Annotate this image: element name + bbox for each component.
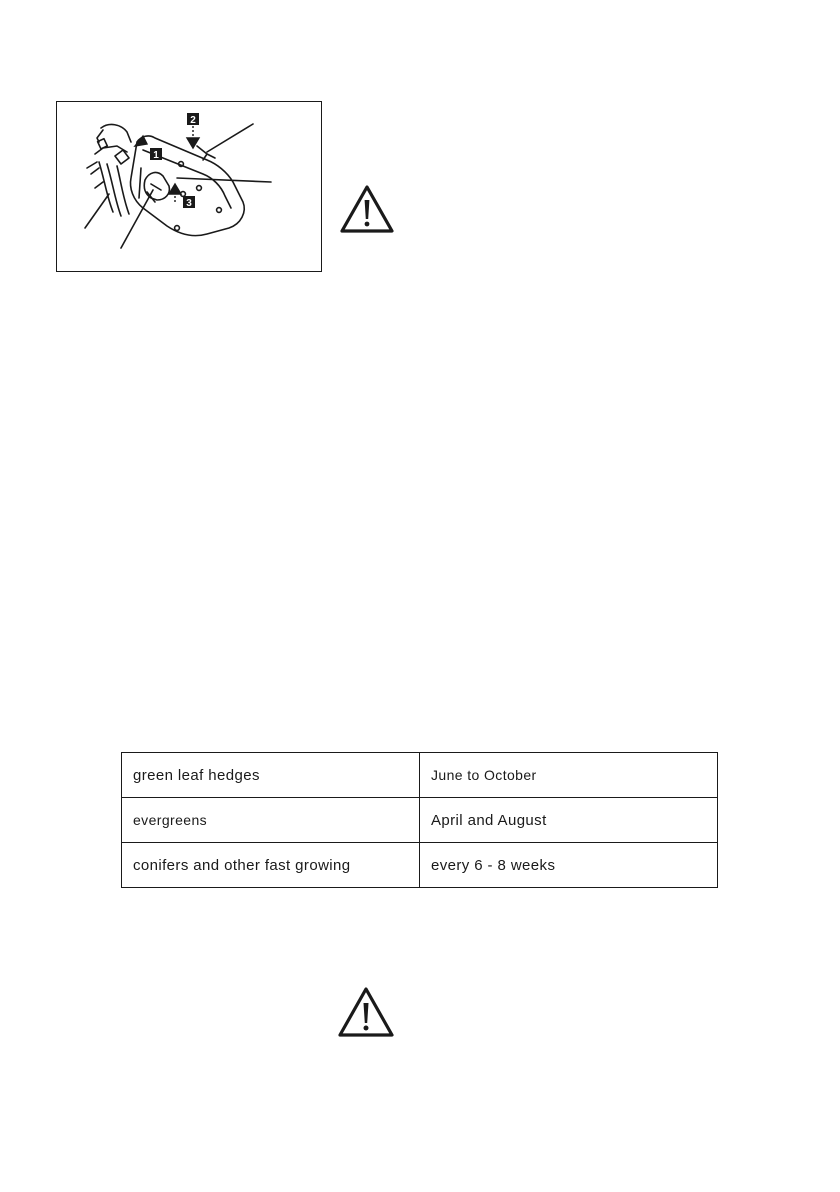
battery-removal-figure <box>56 101 322 272</box>
leader-line-tool <box>85 194 109 228</box>
table-row <box>122 843 718 888</box>
plant-type-cell: evergreens <box>122 798 420 843</box>
step-badge-3 <box>183 196 195 209</box>
step-badge-1 <box>150 148 162 161</box>
warning-triangle-icon <box>339 184 395 234</box>
battery-removal-illustration <box>57 102 322 272</box>
plant-type-cell: conifers and other fast growing <box>122 843 420 888</box>
trimming-schedule-table <box>121 752 718 888</box>
leader-line-latch <box>177 178 271 182</box>
leader-line-battery <box>207 124 253 152</box>
table-row <box>122 798 718 843</box>
step-label-2: 2 <box>190 115 196 126</box>
battery-latch <box>144 173 169 200</box>
trimming-time-cell: April and August <box>420 798 718 843</box>
leader-line-button <box>121 190 153 248</box>
warning-triangle-icon <box>337 986 395 1038</box>
step-label-1: 1 <box>153 150 159 161</box>
step-badge-2 <box>187 113 199 126</box>
step-label-3: 3 <box>186 198 192 209</box>
tool-body-outline <box>101 125 131 142</box>
table-row <box>122 753 718 798</box>
trimming-time-cell: every 6 - 8 weeks <box>420 843 718 888</box>
trimming-time-cell: June to October <box>420 753 718 798</box>
arrow-3-head <box>169 184 181 194</box>
battery-pack-outline <box>131 136 245 236</box>
plant-type-cell: green leaf hedges <box>122 753 420 798</box>
